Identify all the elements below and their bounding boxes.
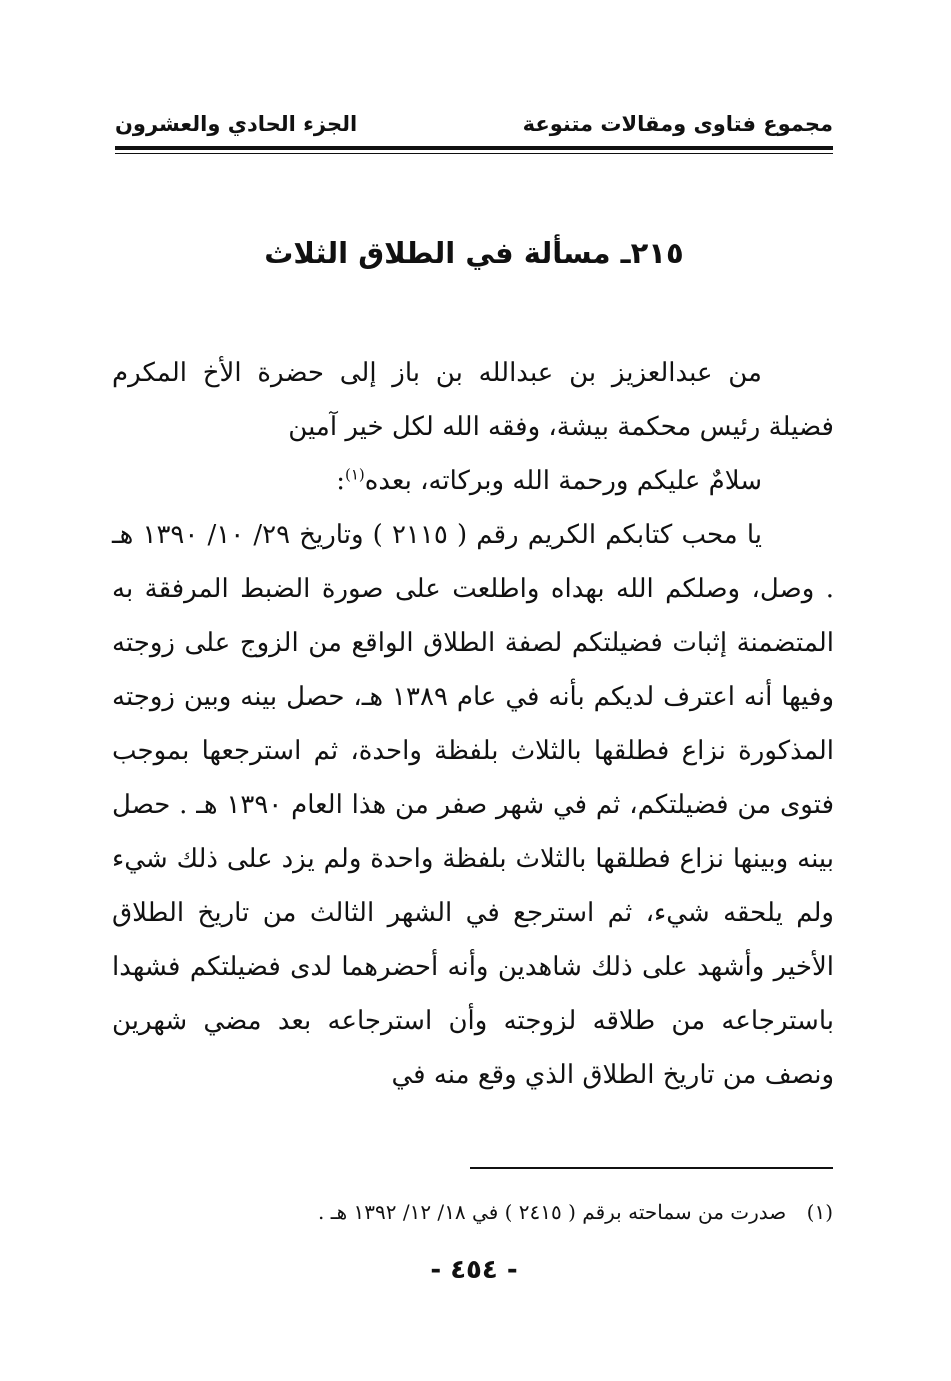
header-rule-thick [115,146,833,150]
footnote-text: صدرت من سماحته برقم ( ٢٤١٥ ) في ١٨/ ١٢/ ١٣٩٢ هـ . [318,1200,787,1224]
footnote-reference: (١) [344,465,365,484]
article-body [112,346,834,1102]
footnote [115,1197,833,1227]
salutation-text: سلامٌ عليكم ورحمة الله وبركاته، بعده [364,466,762,496]
article-title: ٢١٥ـ مسألة في الطلاق الثلاث [264,236,684,270]
address-line: من عبدالعزيز بن عبدالله بن باز إلى حضرة الأخ المكرم فضيلة رئيس محكمة بيشة، وفقه الله لكل خير آمين [112,358,834,442]
volume-label: الجزء الحادي والعشرون [115,112,358,136]
salutation-colon: : [336,466,345,496]
footnote-marker: (١) [806,1200,833,1224]
footnote-separator [470,1167,833,1169]
main-paragraph: يا محب كتابكم الكريم رقم ( ٢١١٥ ) وتاريخ ٢٩/ ١٠/ ١٣٩٠ هـ . وصل، وصلكم الله بهداه واطلعت على صورة الضبط المرفقة به المتضمنة إثبات فضيلتكم لصفة الطلاق الواقع من الزوج على زوجته وفيها أنه اعترف لديكم بأنه في عام ١٣٨٩ هـ، حصل بينه وبين زوجته المذكورة نزاع فطلقها بالثلاث بلفظة واحدة، ثم استرجعها بموجب فتوى من فضيلتكم، ثم في شهر صفر من هذا العام ١٣٩٠ هـ . حصل بينه وبينها نزاع فطلقها بالثلاث بلفظة واحدة ولم يزد على ذلك شيء ولم يلحقه شيء، ثم استرجع في الشهر الثالث من تاريخ الطلاق الأخير وأشهد على ذلك شاهدين وأنه أحضرهما لدى فضيلتكم فشهدا باسترجاعه من طلاقه لزوجته وأن استرجاعه بعد مضي شهرين ونصف من تاريخ الطلاق الذي وقع منه في [112,520,835,1090]
running-header [115,112,833,144]
book-title: مجموع فتاوى ومقالات متنوعة [522,112,833,136]
page-number: - ٤٥٤ - [430,1255,518,1285]
header-rule-thin [115,153,833,154]
salutation [112,454,834,508]
